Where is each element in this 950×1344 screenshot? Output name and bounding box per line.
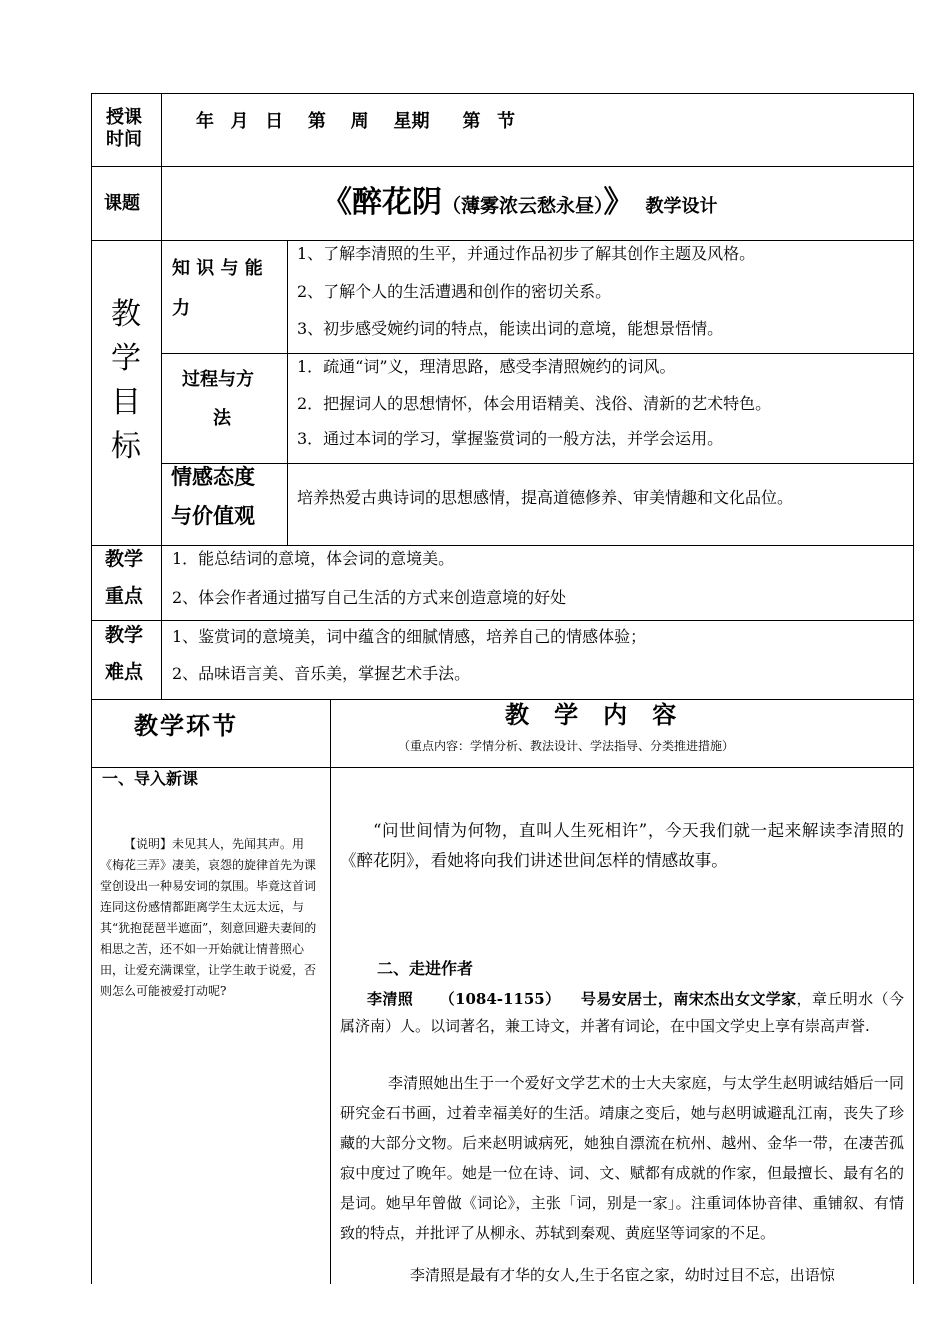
table-border-top (91, 93, 914, 94)
col-divider (287, 240, 288, 546)
topic-title-sub: （薄雾浓云愁永昼） (442, 195, 604, 217)
objectives-char: 教 (111, 297, 141, 332)
knowledge-item: 2、了解个人的生活遭遇和创作的密切关系。 (297, 282, 612, 301)
key-points-label: 重点 (105, 585, 144, 607)
content-column-subheader: （重点内容：学情分析、教法设计、学法指导、分类推进措施） (398, 739, 735, 753)
author-years: （1084-1155） (439, 990, 561, 1008)
key-points-label: 教学 (105, 548, 144, 570)
emotion-text: 培养热爱古典诗词的思想感情，提高道德修养、审美情趣和文化品位。 (297, 488, 794, 507)
process-label: 法 (213, 408, 231, 429)
emotion-label: 情感态度 (171, 464, 255, 489)
author-talent: 李清照是最有才华的女人,生于名宦之家，幼时过目不忘，出语惊 (410, 1266, 835, 1284)
col-divider (161, 93, 162, 700)
author-bio-text (340, 986, 904, 1040)
knowledge-item: 3、初步感受婉约词的特点，能读出词的意境，能想景悟情。 (297, 319, 724, 338)
knowledge-label: 力 (172, 298, 190, 319)
row-divider (91, 767, 914, 768)
difficulties-label: 教学 (105, 624, 144, 646)
table-border-right (913, 93, 914, 1284)
author-bio-rest: ，章丘明水（今属济南）人。以词著名，兼工诗文，并著有词论，在中国文学史上享有崇高声誉. (340, 990, 904, 1035)
time-value: 年 月 日 第 周 星期 第 节 (196, 111, 516, 132)
row-divider (91, 620, 914, 621)
intro-note (100, 834, 324, 1002)
objectives-char: 目 (111, 385, 141, 420)
objectives-label (111, 297, 145, 464)
col-divider (330, 699, 331, 1284)
topic-title-end: 》 (603, 185, 634, 220)
time-label: 时间 (106, 129, 142, 150)
author-life (340, 1068, 904, 1248)
author-title: 号易安居士，南宋杰出女文学家 (580, 990, 797, 1008)
intro-paragraph (340, 816, 904, 875)
table-border-left (91, 93, 92, 1284)
process-item: 2．把握词人的思想情怀，体会用语精美、浅俗、清新的艺术特色。 (297, 394, 772, 413)
difficulty-item: 2、品味语言美、音乐美，掌握艺术手法。 (172, 664, 471, 683)
process-label: 过程与方 (182, 369, 254, 390)
row-divider (91, 166, 914, 167)
emotion-label: 与价值观 (171, 503, 255, 528)
author-bio (340, 986, 904, 1040)
author-name: 李清照 (367, 990, 414, 1008)
time-label: 授课 (106, 107, 142, 128)
key-point-item: 2、体会作者通过描写自己生活的方式来创造意境的好处 (172, 588, 567, 607)
knowledge-label: 知 识 与 能 (172, 258, 263, 279)
row-divider (91, 545, 914, 546)
intro-note-text: 【说明】未见其人，先闻其声。用《梅花三弄》凄美，哀怨的旋律首先为课堂创设出一种易安词的氛围。毕竟这首词连同这份感情都距离学生太远太远，与其“犹抱琵琶半遮面”，刻意回避夫妻间的相思之苦，还不如一开始就让情普照心田，让爱充满课堂，让学生敢于说爱，否则怎么可能被爱打动呢? (100, 837, 317, 998)
topic-suffix: 教学设计 (645, 196, 718, 217)
row-divider (161, 353, 914, 354)
topic-title-main: 《醉花阴 (322, 185, 442, 220)
intro-paragraph-text: “问世间情为何物，直叫人生死相许”，今天我们就一起来解读李清照的《醉花阴》，看她将向我们讲述世间怎样的情感故事。 (340, 821, 904, 870)
key-point-item: 1．能总结词的意境，体会词的意境美。 (172, 549, 455, 568)
process-item: 1．疏通“词”义，理清思路，感受李清照婉约的词风。 (297, 357, 676, 376)
section-column-header: 教学环节 (134, 711, 238, 740)
topic-label: 课题 (104, 193, 140, 214)
content-column-header: 教 学 内 容 (505, 700, 677, 729)
difficulties-label: 难点 (105, 661, 144, 683)
process-item: 3．通过本词的学习，掌握鉴赏词的一般方法，并学会运用。 (297, 429, 724, 448)
objectives-char: 标 (111, 429, 141, 464)
row-divider (91, 699, 914, 700)
knowledge-item: 1、了解李清照的生平，并通过作品初步了解其创作主题及风格。 (297, 244, 756, 263)
section-heading: 二、走进作者 (377, 959, 474, 978)
author-life-text: 李清照她出生于一个爱好文学艺术的士大夫家庭，与太学生赵明诚结婚后一同研究金石书画，过着幸福美好的生活。靖康之变后，她与赵明诚避乱江南，丧失了珍藏的大部分文物。后来赵明诚病死，她独自漂流在杭州、越州、金华一带，在凄苦孤寂中度过了晚年。她是一位在诗、词、文、赋都有成就的作家，但最擅长、最有名的是词。她早年曾做《词论》，主张「词，别是一家」。注重词体协音律、重铺叙、有情致的特点，并批评了从柳永、苏轼到秦观、黄庭坚等词家的不足。 (340, 1074, 904, 1242)
section-heading: 一、导入新课 (102, 769, 199, 788)
objectives-char: 学 (111, 341, 141, 376)
row-divider (91, 240, 914, 241)
difficulty-item: 1、鉴赏词的意境美，词中蕴含的细腻情感，培养自己的情感体验； (172, 627, 647, 646)
row-divider (161, 463, 914, 464)
topic-title (322, 185, 718, 220)
